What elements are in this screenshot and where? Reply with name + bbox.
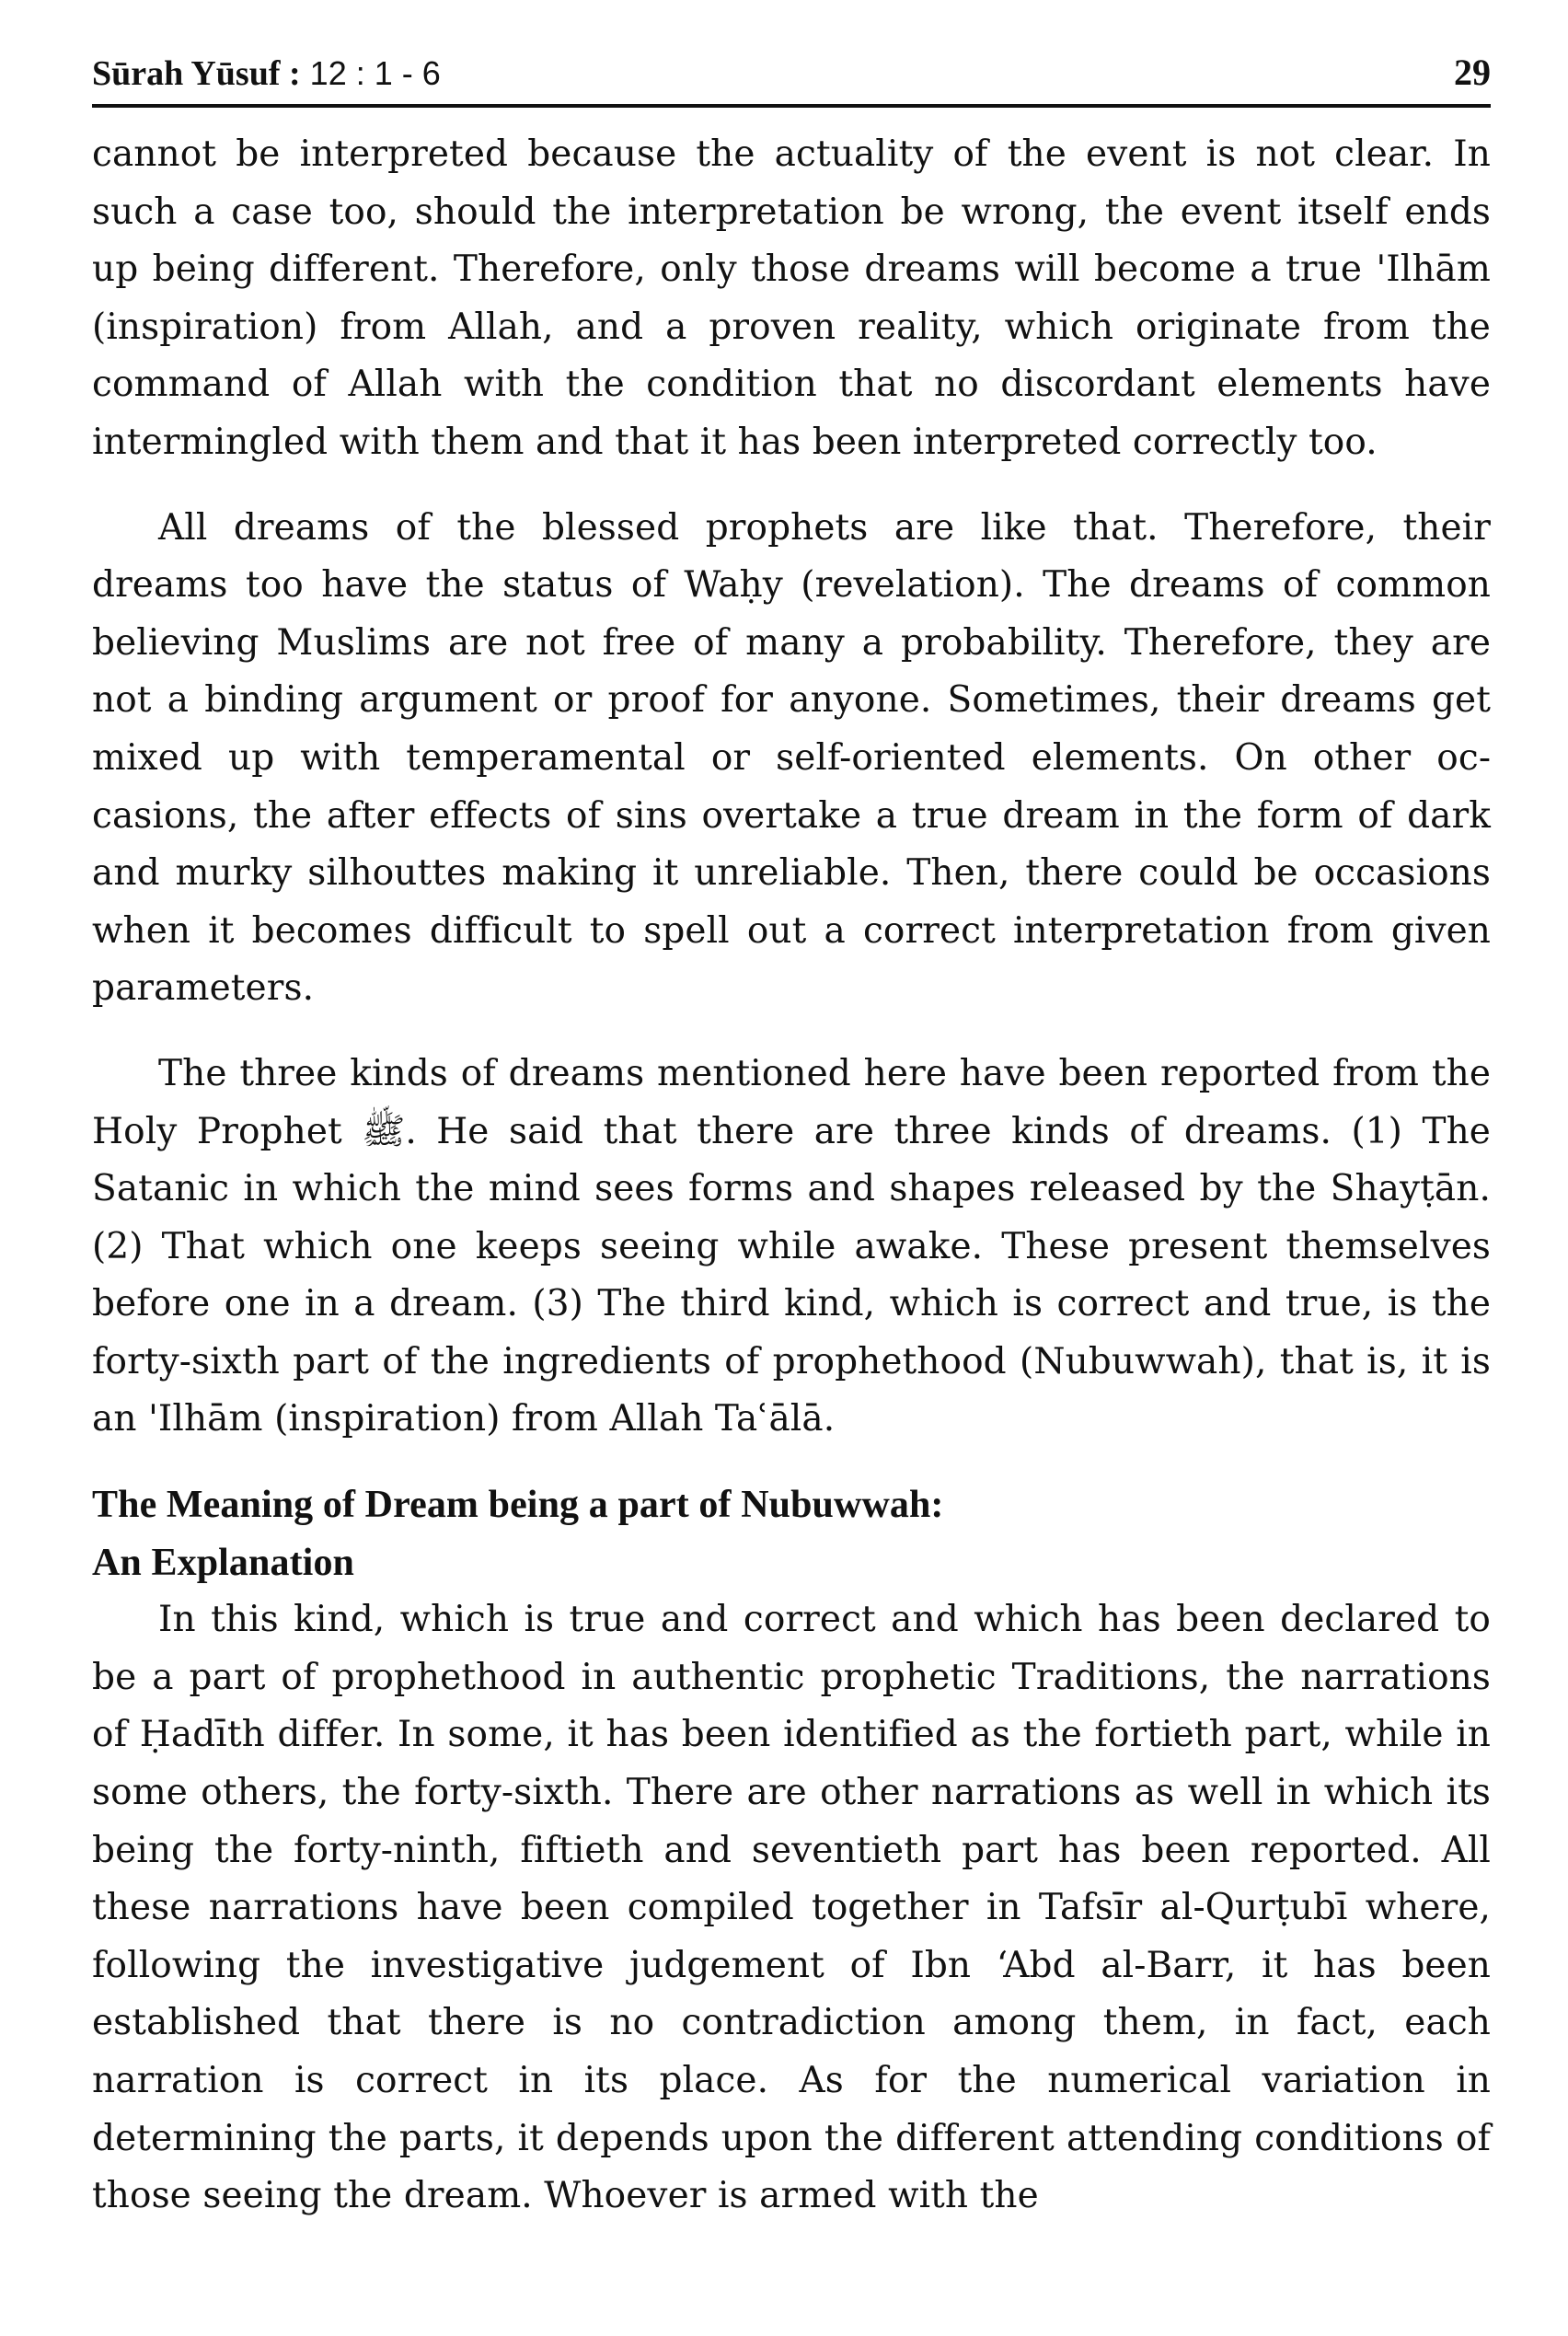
paragraph-prophets-dreams: All dreams of the blessed prophets are like that. Therefore, their dreams too have the status of Waḥy (revelation). The dreams of common believing Muslims are not free of many a probability. Therefore, they are not a binding argument or proof for anyone. Sometimes, their dreams get mixed up with temperamental or self-oriented elements. On other occasions, the after effects of sins overtake a true dream in the form of dark and murky silhouttes making it unreliable. Then, there could be occasions when it becomes difficult to spell out a correct interpretation from given parameters. [92,506,1491,1010]
chapter-title [92,49,441,98]
paragraph-continued: cannot be interpreted because the actuality of the event is not clear. In such a case too, should the interpretation be wrong, the event itself ends up being different. Therefore, only those dreams will become a true 'Ilhām (inspiration) from Allah, and a proven reality, which originate from the command of Allah with the condition that no discordant elements have intermingled with them and that it has been interpreted correctly too. [92,133,1491,463]
heading-line-1: The Meaning of Dream being a part of Nubuwwah: [92,1484,944,1527]
book-page [92,48,1491,2226]
running-header [92,48,1491,108]
page-body [92,126,1491,2226]
paragraph-three-kinds: The three kinds of dreams mentioned here have been reported from the Holy Prophet ﷺ. He said that there are three kinds of dreams. (1) The Satanic in which the mind sees forms and shapes released by the Shayṭān. (2) That which one keeps seeing while awake. These present themselves before one in a dream. (3) The third kind, which is correct and true, is the forty-sixth part of the ingredients of prophethood (Nubuwwah), that is, it is an 'Ilhām (inspiration) from Allah Taʿālā. [92,1052,1491,1440]
section-heading [92,1476,1491,1591]
surah-name: Sūrah Yūsuf : [92,54,301,93]
page-number: 29 [1454,52,1491,93]
verse-reference: 12 : 1 - 6 [300,54,441,92]
heading-line-2: An Explanation [92,1541,355,1584]
paragraph-explanation: In this kind, which is true and correct and which has been declared to be a part of prophethood in authentic prophetic Traditions, the narrations of Ḥadīth differ. In some, it has been identified as the fortieth part, while in some others, the forty-sixth. There are other narrations as well in which its being the forty-ninth, fiftieth and seventieth part has been reported. All these narrations have been compiled together in Tafsīr al-Qurṭubī where, following the investigative judgement of Ibn ‘Abd al-Barr, it has been established that there is no contradiction among them, in fact, each narration is correct in its place. As for the numerical variation in determining the parts, it depends upon the different attending conditions of those seeing the dream. Whoever is armed with the [92,1599,1491,2217]
